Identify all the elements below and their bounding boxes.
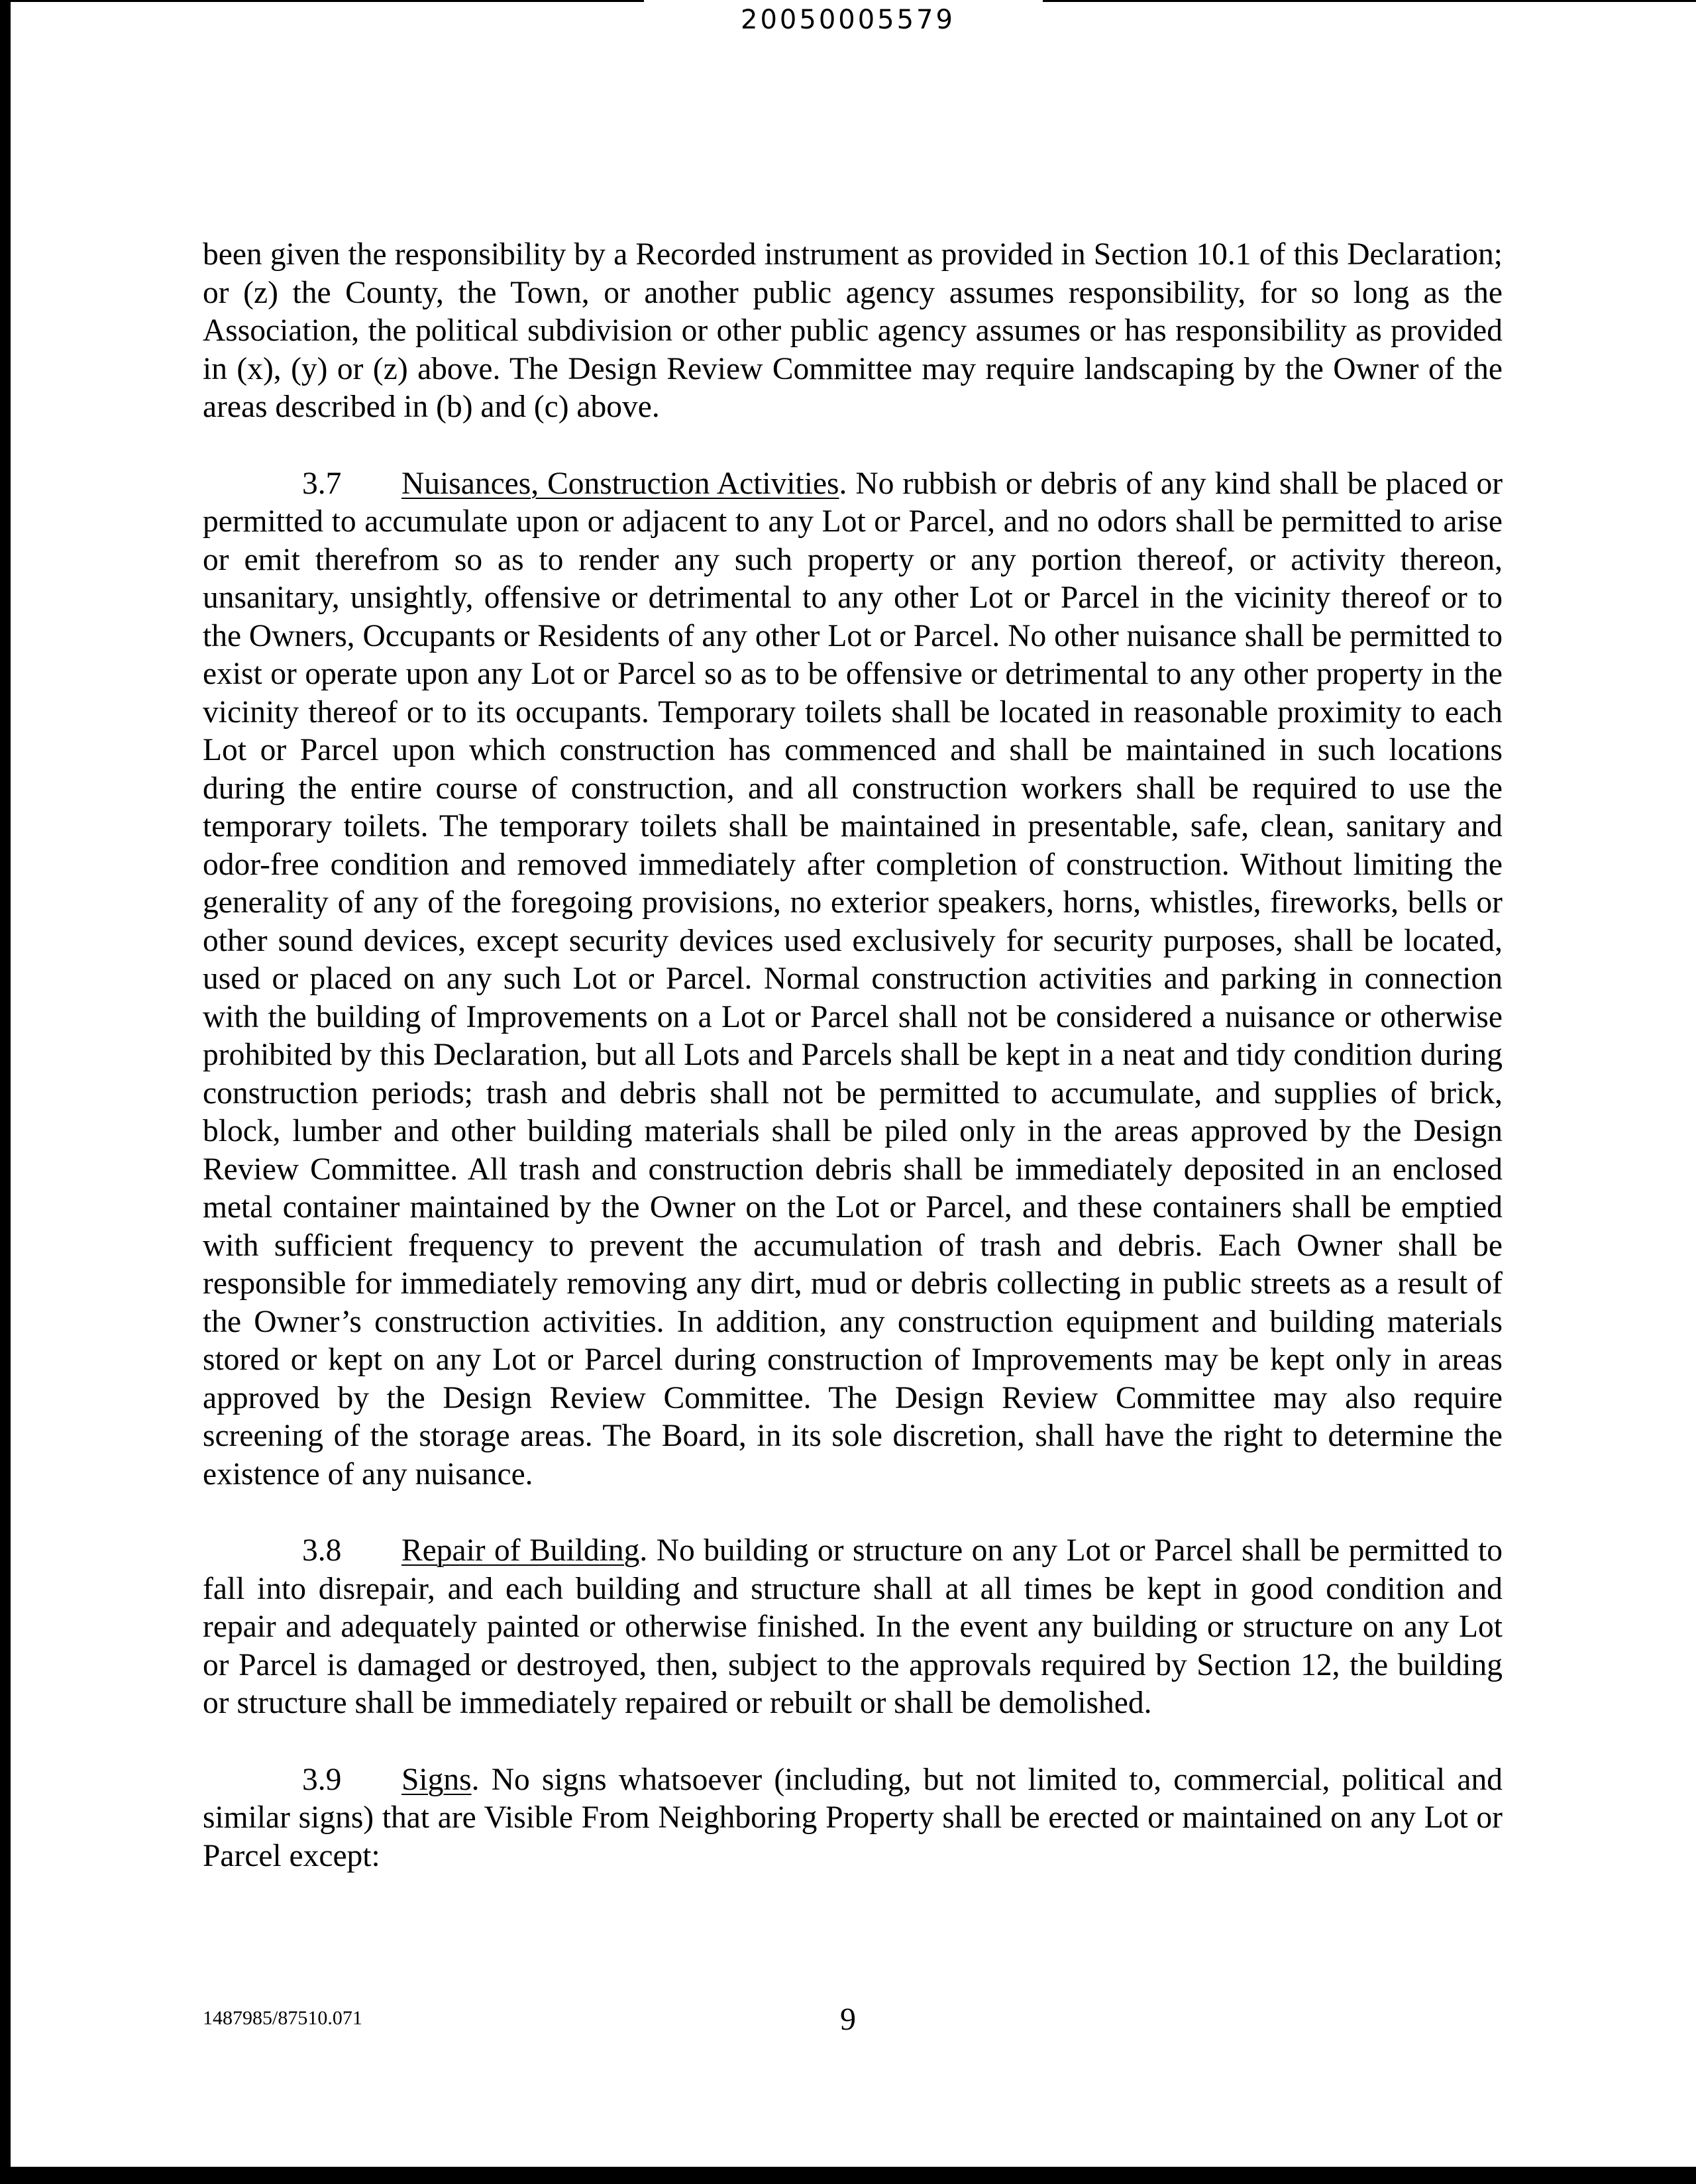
- section-heading: Repair of Building: [401, 1533, 640, 1568]
- scan-edge-top-right: [1043, 0, 1696, 2]
- section-3-8: 3.8 Repair of Building. No building or structure on any Lot or Parcel shall be permitted to fall into disrepair, and each building and structure shall at all times be kept in good condition and repair and adequately painted or otherwise finished. In the event any building or structure on any Lot or Parcel is damaged or destroyed, then, subject to the approvals required by Section 12, the building or structure shall be immediately repaired or rebuilt or shall be demolished.: [203, 1533, 1503, 1720]
- section-number: 3.7: [302, 466, 342, 501]
- footer-document-id: 1487985/87510.071: [203, 2007, 362, 2029]
- scan-edge-left: [0, 0, 11, 2184]
- scan-edge-top-left: [0, 0, 644, 2]
- section-text: No building or structure on any Lot or Parcel shall be permitted to fall into disrepair, and each building and structure shall at all times be kept in good condition and repair and adequately painted or otherwise finished. In the event any building or structure on any Lot or Parcel is damaged or destroyed, then, subject to the approvals required by Section 12, the building or structure shall be immediately repaired or rebuilt or shall be demolished.: [203, 1533, 1503, 1720]
- section-3-7: 3.7 Nuisances, Construction Activities. No rubbish or debris of any kind shall be placed or permitted to accumulate upon or adjacent to any Lot or Parcel, and no odors shall be permitted to arise or emit therefrom so as to render any such property or any portion thereof, or activity thereon, unsanitary, unsightly, offensive or detrimental to any other Lot or Parcel in the vicinity thereof or to the Owners, Occupants or Residents of any other Lot or Parcel. No other nuisance shall be permitted to exist or operate upon any Lot or Parcel so as to be offensive or detrimental to any other property in the vicinity thereof or to its occupants. Temporary toilets shall be located in reasonable proximity to each Lot or Parcel upon which construction has commenced and shall be maintained in such locations during the entire course of construction, and all construction workers shall be required to use the temporary toilets. The temporary toilets shall be maintained in presentable, safe, clean, sanitary and odor-free condition and removed immediately after completion of construction. Without limiting the generality of any of the foregoing provisions, no exterior speakers, horns, whistles, fireworks, bells or other sound devices, except security devices used exclusively for security purposes, shall be located, used or placed on any such Lot or Parcel. Normal construction activities and parking in connection with the building of Improvements on a Lot or Parcel shall not be considered a nuisance or otherwise prohibited by this Declaration, but all Lots and Parcels shall be kept in a neat and tidy condition during construction periods; trash and debris shall not be permitted to accumulate, and supplies of brick, block, lumber and other building materials shall be piled only in the areas approved by the Design Review Committee. All trash and construction debris shall be immediately deposited in an enclosed metal container maintained by the Owner on the Lot or Parcel, and these containers shall be emptied with sufficient frequency to prevent the accumulation of trash and debris. Each Owner shall be responsible for immediately removing any dirt, mud or debris collecting in public streets as a result of the Owner’s construction activities. In addition, any construction equipment and building materials stored or kept on any Lot or Parcel during construction of Improvements may be kept only in areas approved by the Design Review Committee. The Design Review Committee may also require screening of the storage areas. The Board, in its sole discretion, shall have the right to determine the existence of any nuisance.: [203, 466, 1503, 1492]
- section-3-9: 3.9 Signs. No signs whatsoever (including, but not limited to, commercial, political and similar signs) that are Visible From Neighboring Property shall be erected or maintained on any Lot or Parcel except:: [203, 1762, 1503, 1873]
- document-body: [203, 236, 1503, 1875]
- page-number: 9: [840, 2002, 856, 2037]
- recording-number: 20050005579: [741, 5, 955, 35]
- section-text: No rubbish or debris of any kind shall be placed or permitted to accumulate upon or adjacent to any Lot or Parcel, and no odors shall be permitted to arise or emit therefrom so as to render any such property or any portion thereof, or activity thereon, unsanitary, unsightly, offensive or detrimental to any other Lot or Parcel in the vicinity thereof or to the Owners, Occupants or Residents of any other Lot or Parcel. No other nuisance shall be permitted to exist or operate upon any Lot or Parcel so as to be offensive or detrimental to any other property in the vicinity thereof or to its occupants. Temporary toilets shall be located in reasonable proximity to each Lot or Parcel upon which construction has commenced and shall be maintained in such locations during the entire course of construction, and all construction workers shall be required to use the temporary toilets. The temporary toilets shall be maintained in presentable, safe, clean, sanitary and odor-free condition and removed immediately after completion of construction. Without limiting the generality of any of the foregoing provisions, no exterior speakers, horns, whistles, fireworks, bells or other sound devices, except security devices used exclusively for security purposes, shall be located, used or placed on any such Lot or Parcel. Normal construction activities and parking in connection with the building of Improvements on a Lot or Parcel shall not be considered a nuisance or otherwise prohibited by this Declaration, but all Lots and Parcels shall be kept in a neat and tidy condition during construction periods; trash and debris shall not be permitted to accumulate, and supplies of brick, block, lumber and other building materials shall be piled only in the areas approved by the Design Review Committee. All trash and construction debris shall be immediately deposited in an enclosed metal container maintained by the Owner on the Lot or Parcel, and these containers shall be emptied with sufficient frequency to prevent the accumulation of trash and debris. Each Owner shall be responsible for immediately removing any dirt, mud or debris collecting in public streets as a result of the Owner’s construction activities. In addition, any construction equipment and building materials stored or kept on any Lot or Parcel during construction of Improvements may be kept only in areas approved by the Design Review Committee. The Design Review Committee may also require screening of the storage areas. The Board, in its sole discretion, shall have the right to determine the existence of any nuisance.: [203, 466, 1503, 1492]
- section-heading: Signs: [401, 1762, 472, 1797]
- section-number: 3.9: [302, 1762, 342, 1797]
- section-number: 3.8: [302, 1533, 342, 1568]
- section-text: No signs whatsoever (including, but not limited to, commercial, political and similar signs) that are Visible From Neighboring Property shall be erected or maintained on any Lot or Parcel except:: [203, 1762, 1503, 1873]
- intro-paragraph: been given the responsibility by a Recorded instrument as provided in Section 10.1 of this Declaration; or (z) the County, the Town, or another public agency assumes responsibility, for so long as the Association, the political subdivision or other public agency assumes or has responsibility as provided in (x), (y) or (z) above. The Design Review Committee may require landscaping by the Owner of the areas described in (b) and (c) above.: [203, 237, 1503, 424]
- section-heading: Nuisances, Construction Activities: [401, 466, 839, 501]
- scan-edge-bottom: [0, 2167, 1696, 2184]
